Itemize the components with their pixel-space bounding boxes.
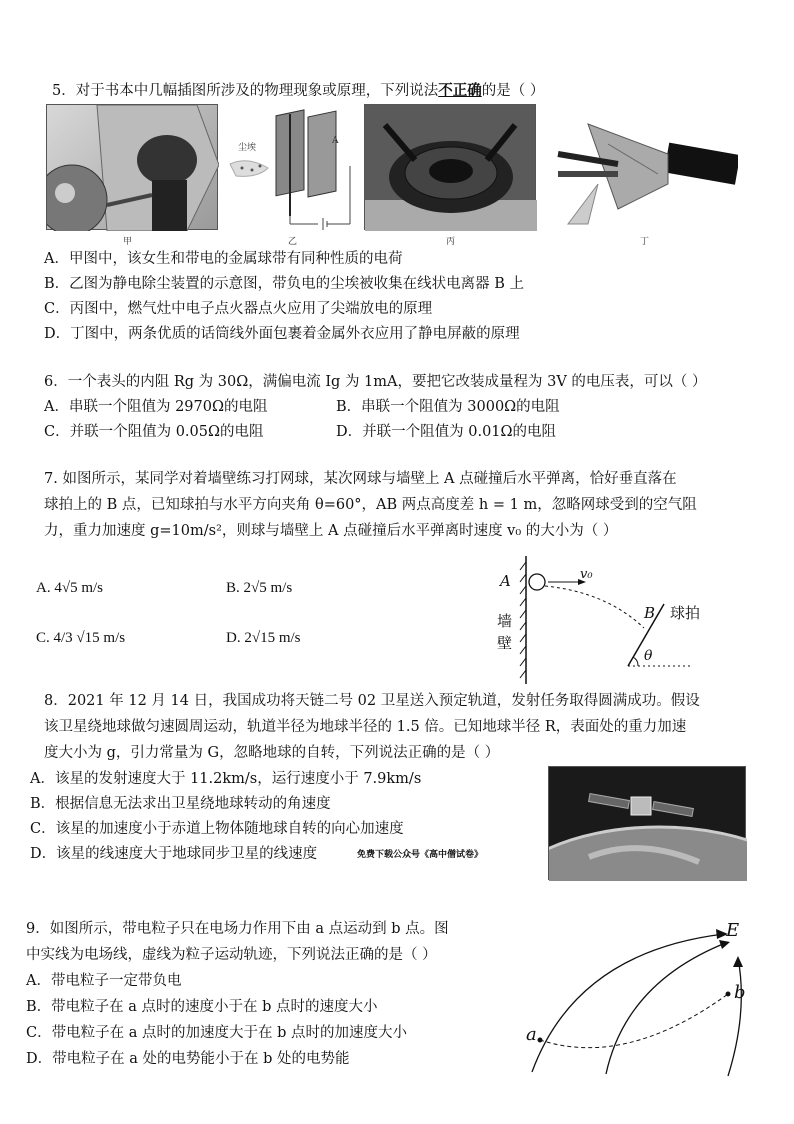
q7-option-a: A. 4√5 m/s — [36, 580, 103, 596]
q7-line-3: 力，重力加速度 g=10m/s²，则球与墙壁上 A 点碰撞后水平弹离时速度 v₀ 的大小为（ ） — [44, 523, 618, 539]
caption-ding: 丁 — [640, 237, 650, 247]
q9-line-2: 中实线为电场线，虚线为粒子运动轨迹，下列说法正确的是（ ） — [26, 947, 437, 963]
photo-bing — [364, 104, 536, 230]
caption-bing: 丙 — [446, 237, 456, 247]
q6-stem: 6．一个表头的内阻 Rg 为 30Ω，满偏电流 Ig 为 1mA，要把它改装成量程为 3V 的电压表，可以（ ） — [44, 374, 707, 390]
q9-option-b: B．带电粒子在 a 点时的速度小于在 b 点时的速度大小 — [26, 999, 378, 1015]
q7-option-c: C. 4/3 √15 m/s — [36, 630, 126, 646]
q9-option-c: C．带电粒子在 a 点时的加速度大于在 b 点时的加速度大小 — [26, 1025, 407, 1041]
q6-option-b: B．串联一个阻值为 3000Ω的电阻 — [336, 399, 560, 415]
q5-option-b: B．乙图为静电除尘装置的示意图，带负电的尘埃被收集在线状电离器 B 上 — [44, 276, 525, 292]
q9-option-d: D．带电粒子在 a 处的电势能小于在 b 处的电势能 — [26, 1051, 350, 1067]
q8-option-b: B．根据信息无法求出卫星绕地球转动的角速度 — [30, 796, 331, 812]
watermark: 免费下载公众号《高中僧试卷》 — [357, 850, 484, 860]
photo-ding — [548, 104, 738, 230]
q9-figure — [516, 912, 756, 1082]
q8-option-a: A．该星的发射速度大于 11.2km/s，运行速度小于 7.9km/s — [30, 771, 422, 787]
q7-fig-label-theta: θ — [644, 648, 653, 664]
q8-line-3: 度大小为 g，引力常量为 G，忽略地球的自转，下列说法正确的是（ ） — [44, 745, 500, 761]
q5-stem: 5．对于书本中几幅插图所涉及的物理现象或原理，下列说法不正确的是（ ） — [52, 82, 545, 99]
q9-option-a: A．带电粒子一定带负电 — [26, 973, 182, 989]
q7-line-2: 球拍上的 B 点，已知球拍与水平方向夹角 θ=60°，AB 两点高度差 h = 1 m，忽略网球受到的空气阻 — [44, 497, 697, 513]
q9-fig-label-b: b — [734, 982, 746, 1003]
q8-option-c: C．该星的加速度小于赤道上物体随地球自转的向心加速度 — [30, 821, 404, 837]
q7-fig-label-a: A — [500, 572, 511, 590]
dust-label: 尘埃 — [238, 143, 257, 153]
q7-fig-label-v0: v₀ — [580, 567, 593, 582]
q7-fig-label-racket: 球拍 — [670, 604, 701, 622]
q6-option-c: C．并联一个阻值为 0.05Ω的电阻 — [44, 424, 264, 440]
q9-line-1: 9．如图所示，带电粒子只在电场力作用下由 a 点运动到 b 点。图 — [26, 921, 449, 937]
q7-line-1: 7. 如图所示，某同学对着墙壁练习打网球，某次网球与墙壁上 A 点碰撞后水平弹离，恰好垂直落在 — [44, 471, 677, 487]
diagram-yi — [228, 106, 358, 230]
q7-option-d: D. 2√15 m/s — [226, 630, 301, 646]
q6-option-d: D．并联一个阻值为 0.01Ω的电阻 — [336, 424, 557, 440]
q5-option-c: C．丙图中，燃气灶中电子点火器点火应用了尖端放电的原理 — [44, 301, 433, 317]
q7-fig-label-wall-2: 壁 — [497, 634, 513, 652]
q5-option-a: A．甲图中，该女生和带电的金属球带有同种性质的电荷 — [44, 251, 403, 267]
q8-line-1: 8．2021 年 12 月 14 日，我国成功将天链二号 02 卫星送入预定轨道，发射任务取得圆满成功。假设 — [44, 693, 700, 709]
photo-satellite — [548, 766, 746, 880]
label-a: A — [332, 136, 339, 146]
q7-fig-label-wall-1: 墙 — [497, 612, 513, 630]
q5-option-d: D．丁图中，两条优质的话筒线外面包裹着金属外衣应用了静电屏蔽的原理 — [44, 326, 520, 342]
q6-option-a: A．串联一个阻值为 2970Ω的电阻 — [44, 399, 268, 415]
caption-yi: 乙 — [288, 237, 298, 247]
q7-fig-label-b: B — [644, 604, 656, 622]
q8-line-2: 该卫星绕地球做匀速圆周运动，轨道半径为地球半径的 1.5 倍。已知地球半径 R，表面处的重力加速 — [44, 719, 687, 735]
q8-option-d: D．该星的线速度大于地球同步卫星的线速度 — [30, 846, 318, 862]
q7-option-b: B. 2√5 m/s — [226, 580, 293, 596]
caption-jia: 甲 — [123, 237, 133, 247]
q9-fig-label-e: E — [726, 920, 740, 941]
photo-jia — [46, 104, 218, 230]
q9-fig-label-a: a — [526, 1024, 537, 1045]
